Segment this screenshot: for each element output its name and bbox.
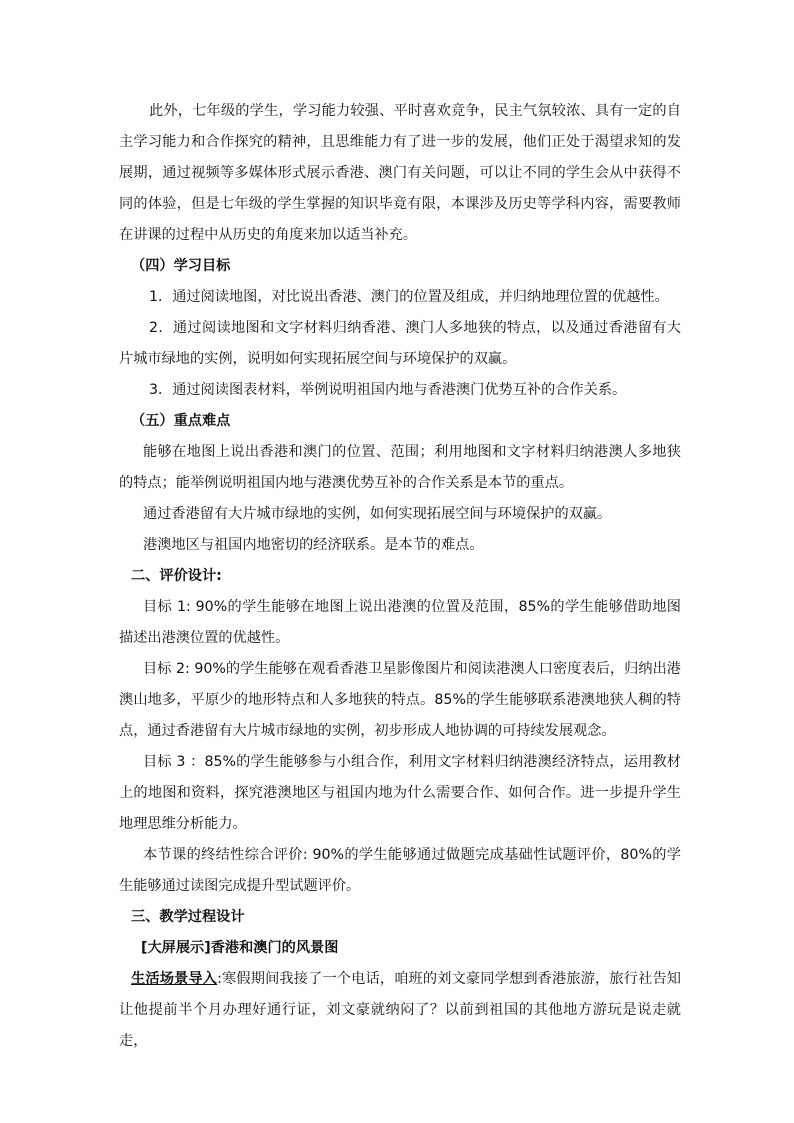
heading-key-points: （五）重点难点 [131, 413, 231, 429]
heading-teaching-process: 三、教学过程设计 [131, 909, 245, 925]
heading-learning-objectives: （四）学习目标 [131, 258, 231, 274]
heading-screen-display: [大屏展示]香港和澳门的风景图 [141, 940, 339, 956]
objective-1: 1．通过阅读地图，对比说出香港、澳门的位置及组成，并归纳地理位置的优越性。 [149, 289, 669, 305]
intro-label: 生活场景导入 [131, 971, 218, 987]
objective-2: 2．通过阅读地图和文字材料归纳香港、澳门人多地狭的特点，以及通过香港留有大片城市绿地的实例，说明如何实现拓展空间与环境保护的双赢。 [119, 320, 681, 367]
evaluation-goal-3: 目标 3 ：85%的学生能够参与小组合作，利用文字材料归纳港澳经济特点，运用教材上的地图和资料，探究港澳地区与祖国内地为什么需要合作、如何合作。进一步提升学生地理思维分析能力。 [119, 754, 681, 832]
evaluation-summary: 本节课的终结性综合评价: 90%的学生能够通过做题完成基础性试题评价，80%的学生能够通过读图完成提升型试题评价。 [119, 847, 681, 894]
heading-evaluation-design: 二、评价设计: [131, 568, 222, 584]
key-point-1: 能够在地图上说出香港和澳门的位置、范围；利用地图和文字材料归纳港澳人多地狭的特点；能举例说明祖国内地与港澳优势互补的合作关系是本节的重点。 [119, 444, 681, 491]
paragraph-student-analysis: 此外，七年级的学生，学习能力较强、平时喜欢竞争，民主气氛较浓、具有一定的自主学习能力和合作探究的精神，且思维能力有了进一步的发展，他们正处于渴望求知的发展期，通过视频等多媒体形式展示香港、澳门有关问题，可以让不同的学生会从中获得不同的体验，但是七年级的学生掌握的知识毕竟有限，本课涉及历史等学科内容，需要教师在讲课的过程中从历史的角度来加以适当补充。 [119, 103, 681, 243]
key-point-3: 港澳地区与祖国内地密切的经济联系。是本节的难点。 [143, 537, 484, 553]
document-page [119, 96, 681, 1057]
paragraph-life-scene-intro [119, 964, 681, 1057]
objective-3: 3．通过阅读图表材料，举例说明祖国内地与香港澳门优势互补的合作关系。 [149, 382, 627, 398]
evaluation-goal-1: 目标 1: 90%的学生能够在地图上说出港澳的位置及范围，85%的学生能够借助地图描述出港澳位置的优越性。 [119, 599, 681, 646]
key-point-2: 通过香港留有大片城市绿地的实例，如何实现拓展空间与环境保护的双赢。 [143, 506, 612, 522]
intro-text: :寒假期间我接了一个电话，咱班的刘文豪同学想到香港旅游，旅行社告知让他提前半个月办理好通行证，刘文豪就纳闷了？以前到祖国的其他地方游玩是说走就走， [119, 971, 681, 1049]
evaluation-goal-2: 目标 2: 90%的学生能够在观看香港卫星影像图片和阅读港澳人口密度表后，归纳出港澳山地多，平原少的地形特点和人多地狭的特点。85%的学生能够联系港澳地狭人稠的特点，通过香港留有大片城市绿地的实例，初步形成人地协调的可持续发展观念。 [119, 661, 681, 739]
